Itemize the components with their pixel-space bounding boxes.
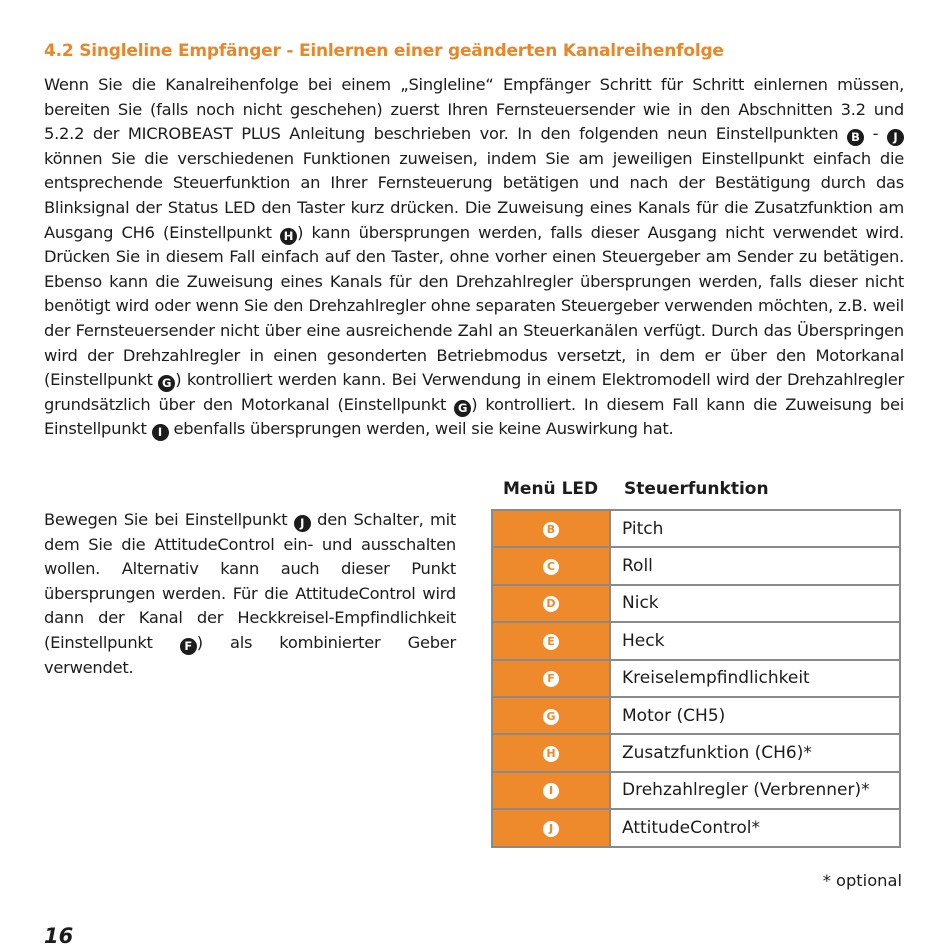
step-g-marker: G xyxy=(158,375,175,392)
step-i-marker: I xyxy=(152,424,169,441)
step-b-marker: B xyxy=(847,129,864,146)
table-row xyxy=(492,660,900,697)
led-marker: B xyxy=(543,522,559,538)
table-row xyxy=(492,510,900,547)
function-cell: Zusatzfunktion (CH6)* xyxy=(610,734,900,771)
step-f-marker: F xyxy=(180,638,197,655)
function-cell: Heck xyxy=(610,622,900,659)
table-row xyxy=(492,585,900,622)
channel-assignment-table xyxy=(491,509,901,848)
footnote: * optional xyxy=(822,871,902,890)
attitude-control-paragraph: Bewegen Sie bei Einstellpunkt J den Schalter, mit dem Sie die AttitudeControl ein- und ausschalten wollen. Alternativ kann auch dieser Punkt übersprungen werden. Für die AttitudeControl wird dann der Kanal der Heckkreisel-Empfindlichkeit (Einstellpunkt F ) als kombinierter Geber verwendet. xyxy=(44,510,457,677)
led-marker: C xyxy=(543,559,559,575)
page-number: 16 xyxy=(44,924,74,948)
function-cell: Drehzahlregler (Verbrenner)* xyxy=(610,772,900,809)
intro-paragraph: Wenn Sie die Kanalreihenfolge bei einem „Singleline“ Empfänger Schritt für Schritt einlernen müssen, bereiten Sie (falls noch nicht geschehen) zuerst Ihren Fernsteuersender wie in den Abschnitten 3.2 und 5.2.2 der MICROBEAST PLUS Anleitung beschrieben vor. In den folgenden neun Einstellpunkten B - J können Sie die verschiedenen Funktionen zuweisen, indem Sie am jeweiligen Einstellpunkt einfach die entsprechende Steuerfunktion an Ihrer Fernsteuerung betätigen und nach der Bestätigung durch das Blinksignal der Status LED den Taster kurz drücken. Die Zuweisung eines Kanals für die Zusatzfunktion am Ausgang CH6 (Einstellpunkt H ) kann übersprungen werden, falls dieser Ausgang nicht verwendet wird. Drücken Sie in diesem Fall einfach auf den Taster, ohne vorher einen Steuergeber am Sender zu betätigen. Ebenso kann die Zuweisung eines Kanals für den Drehzahlregler übersprungen werden, falls dieser nicht benötigt wird oder wenn Sie den Drehzahlregler ohne separaten Steuergeber verwenden möchten, z.B. weil der Fernsteuersender nicht über eine ausreichende Zahl an Steuerkanälen verfügt. Durch das Überspringen wird der Drehzahlregler in einen gesonderten Betriebmodus versetzt, in dem er über den Motorkanal (Einstellpunkt G ) kontrolliert werden kann. Bei Verwendung in einem Elektromodell wird der Drehzahlregler grundsätzlich über den Motorkanal (Einstellpunkt G ) kontrolliert. In diesem Fall kann die Zuweisung bei Einstellpunkt I ebenfalls übersprungen werden, weil sie keine Auswirkung hat. xyxy=(44,75,904,440)
led-marker: J xyxy=(543,821,559,837)
table-row xyxy=(492,547,900,584)
function-cell: Motor (CH5) xyxy=(610,697,900,734)
led-marker: D xyxy=(543,596,559,612)
function-cell: Nick xyxy=(610,585,900,622)
led-marker: H xyxy=(543,746,559,762)
table-row xyxy=(492,809,900,846)
section-heading: 4.2 Singleline Empfänger - Einlernen einer geänderten Kanalreihenfolge xyxy=(44,41,724,61)
table-row xyxy=(492,697,900,734)
step-g-marker: G xyxy=(454,400,471,417)
function-cell: Pitch xyxy=(610,510,900,547)
function-cell: AttitudeControl* xyxy=(610,809,900,846)
led-marker: I xyxy=(543,783,559,799)
led-marker: E xyxy=(543,634,559,650)
step-j-marker: J xyxy=(294,515,311,532)
table-header-menu-led: Menü LED xyxy=(503,479,599,499)
step-h-marker: H xyxy=(280,228,297,245)
function-cell: Kreiselempfindlichkeit xyxy=(610,660,900,697)
led-marker: F xyxy=(543,671,559,687)
table-row xyxy=(492,622,900,659)
step-j-marker: J xyxy=(887,129,904,146)
table-header-function: Steuerfunktion xyxy=(624,479,769,499)
function-cell: Roll xyxy=(610,547,900,584)
led-marker: G xyxy=(543,709,559,725)
table-row xyxy=(492,734,900,771)
table-row xyxy=(492,772,900,809)
